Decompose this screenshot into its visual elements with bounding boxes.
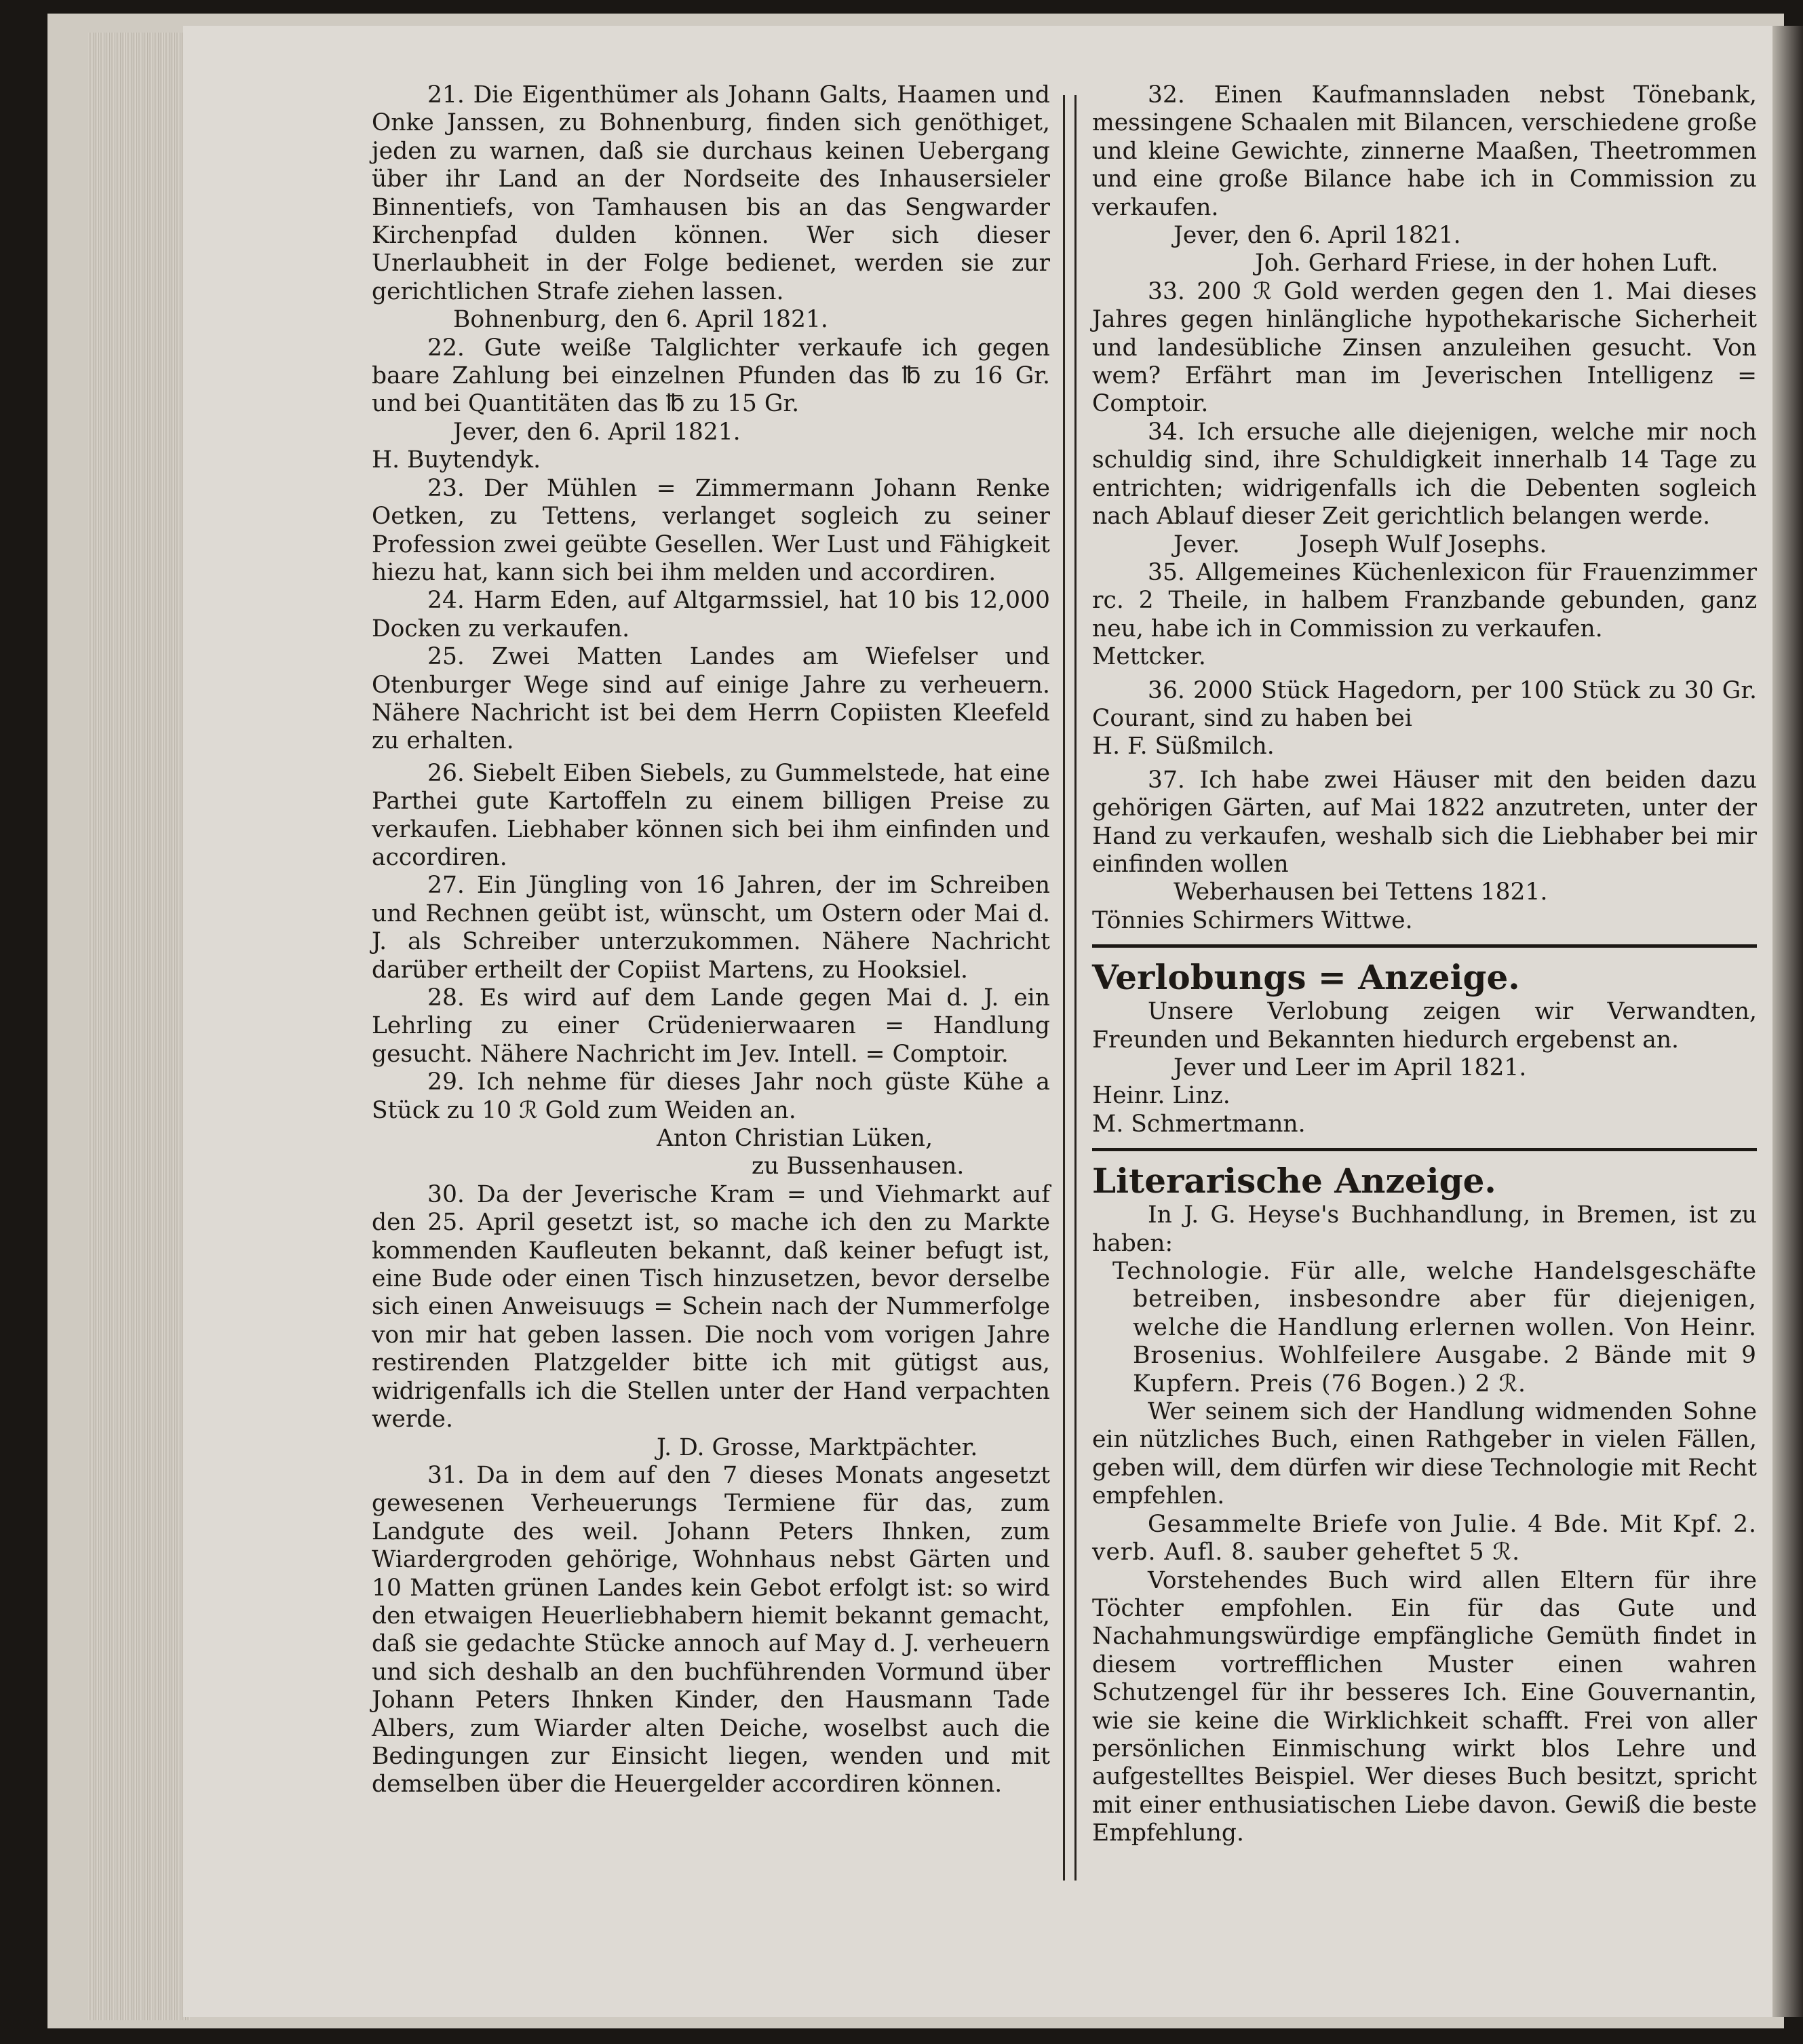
notice-21-date: Bohnenburg, den 6. April 1821. <box>453 306 828 334</box>
notice-35: 35. Allgemeines Küchenlexicon für Frauenzimmer rc. 2 Theile, in halbem Franzbande gebunden, ganz neu, habe ich in Commission zu verkaufen. <box>1092 558 1757 642</box>
book-julie-note: Vorstehendes Buch wird allen Eltern für ihre Töchter empfohlen. Ein für das Gute und Nachahmungswürdige empfängliche Gemüth findet in diesem vortrefflichen Muster einen wahren Schutzengel für ihr besseres Ich. Eine Gouvernantin, wie sie keine die Wirklichkeit schafft. Frei von aller persönlichen Einmischung wirkt blos Lehre und aufgestelltes Beispiel. Wer dieses Buch besitzt, spricht mit einer enthusiatischen Liebe davon. Gewiß die beste Empfehlung. <box>1092 1566 1757 1847</box>
notice-29-place: zu Bussenhausen. <box>752 1153 965 1180</box>
notice-37-signature: Tönnies Schirmers Wittwe. <box>1092 906 1413 934</box>
book-technologie: Technologie. Für alle, welche Handelsgeschäfte betreiben, insbesondre aber für diejenigen, welche die Handlung erlernen wollen. Von Heinr. Brosenius. Wohlfeilere Ausgabe. 2 Bände mit 9 Kupfern. Preis (76 Bogen.) 2 ℛ. <box>1112 1258 1757 1397</box>
engagement-place: Jever und Leer im April 1821. <box>1174 1054 1527 1081</box>
right-column <box>1092 81 1757 1848</box>
book-technologie-note: Wer seinem sich der Handlung widmenden Sohne ein nützliches Buch, einen Rathgeber in vielen Fällen, geben will, dem dürfen wir diese Technologie mit Recht empfehlen. <box>1092 1398 1757 1510</box>
literary-heading: Literarische Anzeige. <box>1092 1161 1496 1201</box>
book-julie: Gesammelte Briefe von Julie. 4 Bde. Mit Kpf. 2. verb. Aufl. 8. sauber geheftet 5 ℛ. <box>1092 1510 1757 1566</box>
notice-34-signature: Jever. Joseph Wulf Josephs. <box>1174 531 1547 558</box>
notice-36-signature: H. F. Süßmilch. <box>1092 733 1275 760</box>
page-stack-edges <box>88 33 190 2020</box>
column-divider <box>1063 95 1077 1881</box>
notice-22-signature: H. Buytendyk. <box>372 446 541 474</box>
notice-26: 26. Siebelt Eiben Siebels, zu Gummelstede, hat eine Parthei gute Kartoffeln zu einem billigen Preise zu verkaufen. Liebhaber können sich bei ihm einfinden und accordiren. <box>372 759 1050 871</box>
notice-22: 22. Gute weiße Talglichter verkaufe ich gegen baare Zahlung bei einzelnen Pfunden das ℔ zu 16 Gr. und bei Quantitäten das ℔ zu 15 Gr. <box>372 334 1050 418</box>
engagement-name-2: M. Schmertmann. <box>1092 1110 1306 1138</box>
engagement-heading: Verlobungs = Anzeige. <box>1092 957 1520 998</box>
notice-32-date: Jever, den 6. April 1821. <box>1174 222 1461 250</box>
notice-34: 34. Ich ersuche alle diejenigen, welche mir noch schuldig sind, ihre Schuldigkeit innerhalb 14 Tage zu entrichten; widrigenfalls ich die Debenten sogleich nach Ablauf dieser Zeit gerichtlich belangen werde. <box>1092 418 1757 531</box>
notice-21: 21. Die Eigenthümer als Johann Galts, Haamen und Onke Janssen, zu Bohnenburg, finden sich genöthiget, jeden zu warnen, daß sie durchaus keinen Uebergang über ihr Land an der Nordseite des Inhausersieler Binnentiefs, von Tamhausen bis an das Sengwarder Kirchenpfad dulden können. Wer sich dieser Unerlaubheit in der Folge bedienet, werden sie zur gerichtlichen Strafe ziehen lassen. <box>372 81 1050 305</box>
section-rule <box>1092 944 1757 948</box>
notice-29: 29. Ich nehme für dieses Jahr noch güste Kühe a Stück zu 10 ℛ Gold zum Weiden an. <box>372 1068 1050 1124</box>
notice-35-signature: Mettcker. <box>1092 643 1206 671</box>
notice-29-signature: Anton Christian Lüken, <box>657 1125 933 1153</box>
notice-23: 23. Der Mühlen = Zimmermann Johann Renke Oetken, zu Tettens, verlanget sogleich zu seiner Profession zwei geübte Gesellen. Wer Lust und Fähigkeit hiezu hat, kann sich bei ihm melden und accordiren. <box>372 474 1050 586</box>
notice-22-date: Jever, den 6. April 1821. <box>453 418 741 446</box>
literary-intro: In J. G. Heyse's Buchhandlung, in Bremen, ist zu haben: <box>1092 1201 1757 1257</box>
notice-32-signature: Joh. Gerhard Friese, in der hohen Luft. <box>1255 250 1719 277</box>
notice-24: 24. Harm Eden, auf Altgarmssiel, hat 10 bis 12,000 Docken zu verkaufen. <box>372 587 1050 642</box>
notice-30: 30. Da der Jeverische Kram = und Viehmarkt auf den 25. April gesetzt ist, so mache ich den zu Markte kommenden Kaufleuten bekannt, daß keiner befugt ist, eine Bude oder einen Tisch hinzusetzen, bevor derselbe sich einen Anweisuugs = Schein nach der Nummerfolge von mir hat geben lassen. Die noch vom vorigen Jahre restirenden Platzgelder bitte ich mit gütigst aus, widrigenfalls ich die Stellen unter der Hand verpachten werde. <box>372 1180 1050 1433</box>
notice-32: 32. Einen Kaufmannsladen nebst Tönebank, messingene Schaalen mit Bilancen, verschiedene große und kleine Gewichte, zinnerne Maaßen, Theetrommen und eine große Bilance habe ich in Commission zu verkaufen. <box>1092 81 1757 221</box>
notice-25: 25. Zwei Matten Landes am Wiefelser und Otenburger Wege sind auf einige Jahre zu verheuern. Nähere Nachricht ist bei dem Herrn Copiisten Kleefeld zu erhalten. <box>372 643 1050 755</box>
notice-37: 37. Ich habe zwei Häuser mit den beiden dazu gehörigen Gärten, auf Mai 1822 anzutreten, unter der Hand zu verkaufen, weshalb sich die Liebhaber bei mir einfinden wollen <box>1092 766 1757 878</box>
notice-37-date: Weberhausen bei Tettens 1821. <box>1174 879 1548 906</box>
section-rule <box>1092 1148 1757 1151</box>
left-column <box>372 81 1050 1799</box>
engagement-name-1: Heinr. Linz. <box>1092 1082 1230 1110</box>
notice-28: 28. Es wird auf dem Lande gegen Mai d. J. ein Lehrling zu einer Crüdenierwaaren = Handlung gesucht. Nähere Nachricht im Jev. Intell. = Comptoir. <box>372 984 1050 1068</box>
page-gutter-shadow <box>1772 26 1803 2017</box>
engagement-text: Unsere Verlobung zeigen wir Verwandten, Freunden und Bekannten hiedurch ergebenst an. <box>1092 998 1757 1054</box>
notice-30-signature: J. D. Grosse, Marktpächter. <box>657 1433 978 1461</box>
notice-33: 33. 200 ℛ Gold werden gegen den 1. Mai dieses Jahres gegen hinlängliche hypothekarische Sicherheit und landesübliche Zinsen anzuleihen gesucht. Von wem? Erfährt man im Jeverischen Intelligenz = Comptoir. <box>1092 277 1757 418</box>
notice-31: 31. Da in dem auf den 7 dieses Monats angesetzt gewesenen Verheuerungs Termiene für das, zum Landgute des weil. Johann Peters Ihnken, zum Wiardergroden gehörige, Wohnhaus nebst Gärten und 10 Matten grünen Landes kein Gebot erfolgt ist: so wird den etwaigen Heuerliebhabern hiemit bekannt gemacht, daß sie gedachte Stücke annoch auf May d. J. verheuern und sich deshalb an den buchführenden Vormund über Johann Peters Ihnken Kinder, den Hausmann Tade Albers, zum Wiarder alten Deiche, woselbst auch die Bedingungen zur Einsicht liegen, wenden und mit demselben über die Heuergelder accordiren können. <box>372 1461 1050 1798</box>
notice-36: 36. 2000 Stück Hagedorn, per 100 Stück zu 30 Gr. Courant, sind zu haben bei <box>1092 676 1757 732</box>
notice-27: 27. Ein Jüngling von 16 Jahren, der im Schreiben und Rechnen geübt ist, wünscht, um Ostern oder Mai d. J. als Schreiber unterzukommen. Nähere Nachricht darüber ertheilt der Copiist Martens, zu Hooksiel. <box>372 872 1050 984</box>
